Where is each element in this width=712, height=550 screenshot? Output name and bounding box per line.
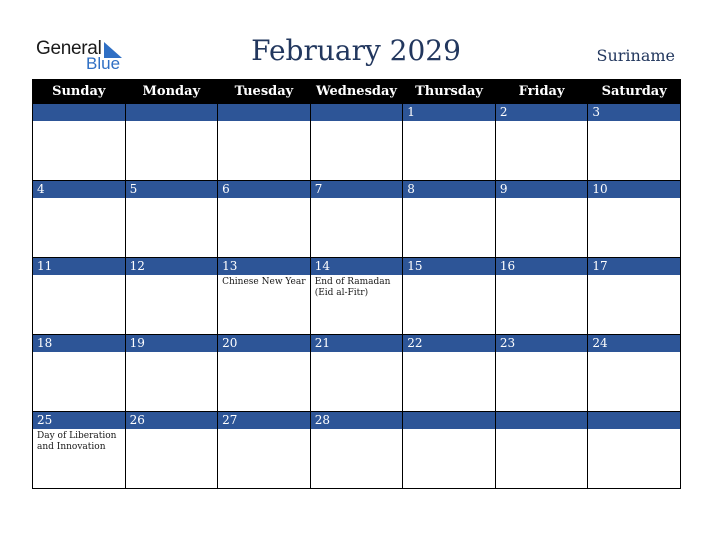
day-number: 21 bbox=[311, 335, 403, 352]
day-number: 6 bbox=[218, 181, 310, 198]
day-number: 9 bbox=[496, 181, 588, 198]
weekday-header: Friday bbox=[495, 80, 588, 104]
calendar-day-cell bbox=[33, 412, 126, 489]
calendar-day-cell bbox=[310, 104, 403, 181]
calendar-week-row bbox=[33, 335, 681, 412]
logo-word-blue: Blue bbox=[86, 54, 121, 73]
calendar-day-cell bbox=[310, 335, 403, 412]
calendar-day-cell bbox=[403, 335, 496, 412]
day-number: 8 bbox=[403, 181, 495, 198]
calendar-day-cell bbox=[588, 412, 681, 489]
calendar-day-cell bbox=[218, 412, 311, 489]
calendar-day-cell bbox=[310, 181, 403, 258]
day-number: 4 bbox=[33, 181, 125, 198]
day-number bbox=[126, 104, 218, 121]
calendar-day-cell bbox=[495, 258, 588, 335]
day-number: 27 bbox=[218, 412, 310, 429]
day-number: 20 bbox=[218, 335, 310, 352]
day-number bbox=[33, 104, 125, 121]
day-number bbox=[311, 104, 403, 121]
weekday-header: Wednesday bbox=[310, 80, 403, 104]
day-number: 7 bbox=[311, 181, 403, 198]
calendar-week-row bbox=[33, 412, 681, 489]
day-number: 15 bbox=[403, 258, 495, 275]
calendar-day-cell bbox=[495, 335, 588, 412]
day-number: 18 bbox=[33, 335, 125, 352]
calendar-day-cell bbox=[218, 335, 311, 412]
day-number: 19 bbox=[126, 335, 218, 352]
calendar-day-cell bbox=[218, 104, 311, 181]
day-number: 5 bbox=[126, 181, 218, 198]
day-number: 10 bbox=[588, 181, 680, 198]
calendar-day-cell bbox=[495, 412, 588, 489]
holiday-label: Day of Liberation and Innovation bbox=[37, 431, 117, 452]
day-number: 1 bbox=[403, 104, 495, 121]
day-number bbox=[496, 412, 588, 429]
calendar-day-cell bbox=[588, 258, 681, 335]
day-number: 26 bbox=[126, 412, 218, 429]
country-label: Suriname bbox=[596, 46, 675, 65]
day-number: 25 bbox=[33, 412, 125, 429]
calendar-week-row bbox=[33, 104, 681, 181]
day-number bbox=[218, 104, 310, 121]
calendar-day-cell bbox=[403, 104, 496, 181]
day-number: 13 bbox=[218, 258, 310, 275]
day-number: 11 bbox=[33, 258, 125, 275]
holiday-label: Chinese New Year bbox=[222, 277, 306, 287]
day-number: 12 bbox=[126, 258, 218, 275]
day-number: 14 bbox=[311, 258, 403, 275]
logo-word-general: General bbox=[36, 38, 102, 59]
day-number: 2 bbox=[496, 104, 588, 121]
calendar-day-cell bbox=[403, 181, 496, 258]
weekday-header: Sunday bbox=[33, 80, 126, 104]
day-number bbox=[588, 412, 680, 429]
day-number: 17 bbox=[588, 258, 680, 275]
page-title: February 2029 bbox=[251, 34, 461, 67]
calendar-day-cell bbox=[33, 104, 126, 181]
day-number: 3 bbox=[588, 104, 680, 121]
day-number: 24 bbox=[588, 335, 680, 352]
calendar-day-cell bbox=[403, 258, 496, 335]
weekday-header: Tuesday bbox=[218, 80, 311, 104]
calendar-week-row bbox=[33, 258, 681, 335]
calendar-day-cell bbox=[125, 335, 218, 412]
holiday-label: End of Ramadan (Eid al-Fitr) bbox=[314, 277, 391, 298]
calendar-day-cell bbox=[125, 412, 218, 489]
calendar-week-row bbox=[33, 181, 681, 258]
calendar-day-cell bbox=[588, 181, 681, 258]
calendar-day-cell bbox=[588, 335, 681, 412]
day-number: 22 bbox=[403, 335, 495, 352]
day-number bbox=[403, 412, 495, 429]
calendar-day-cell bbox=[588, 104, 681, 181]
calendar-day-cell bbox=[125, 258, 218, 335]
day-number: 23 bbox=[496, 335, 588, 352]
weekday-header: Monday bbox=[125, 80, 218, 104]
calendar-day-cell bbox=[33, 335, 126, 412]
day-number: 28 bbox=[311, 412, 403, 429]
calendar-day-cell bbox=[218, 258, 311, 335]
calendar-day-cell bbox=[310, 258, 403, 335]
calendar-day-cell bbox=[125, 104, 218, 181]
weekday-header: Thursday bbox=[403, 80, 496, 104]
weekday-header-row bbox=[33, 80, 681, 104]
calendar-day-cell bbox=[495, 104, 588, 181]
calendar-day-cell bbox=[33, 258, 126, 335]
calendar-day-cell bbox=[33, 181, 126, 258]
day-number: 16 bbox=[496, 258, 588, 275]
calendar-day-cell bbox=[403, 412, 496, 489]
weekday-header: Saturday bbox=[588, 80, 681, 104]
calendar-day-cell bbox=[495, 181, 588, 258]
calendar-day-cell bbox=[218, 181, 311, 258]
calendar-day-cell bbox=[125, 181, 218, 258]
calendar-day-cell bbox=[310, 412, 403, 489]
calendar-grid bbox=[32, 79, 681, 489]
